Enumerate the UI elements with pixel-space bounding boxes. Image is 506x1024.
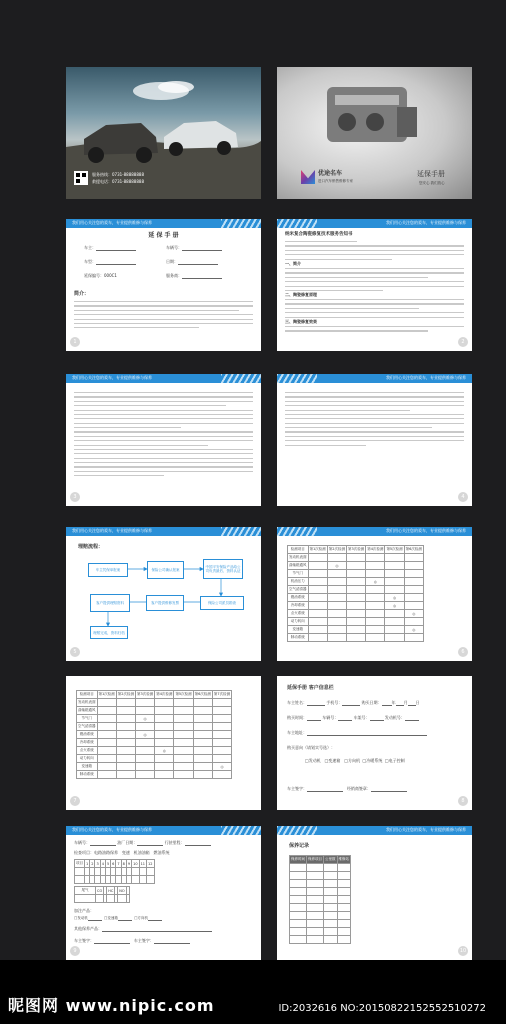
- checkbox-ac[interactable]: □冷暖系统: [362, 758, 383, 763]
- field-owner: 车主：: [84, 245, 136, 251]
- service-grid: [74, 859, 155, 884]
- header-band: 我们用心关注您的爱车，专业提供维修与保养: [277, 219, 472, 228]
- field-plate: 车辆号：: [166, 245, 222, 251]
- phone-line-1: 服务热线：0731-88888888: [92, 172, 144, 177]
- table-row: 节气门: [288, 570, 424, 578]
- table-row: 燃油系统 ◎: [288, 594, 424, 602]
- page-title: 保养记录: [289, 843, 310, 849]
- page-9-service-form: [66, 826, 261, 960]
- page-1: [66, 219, 261, 351]
- header-band: 我们用心关注您的爱车，专业提供维修与保养: [66, 219, 261, 228]
- flow-step-8: 理赔完成，资料归档: [90, 626, 128, 639]
- page-number: 1: [70, 337, 80, 347]
- page-title: 延 保 手 册: [148, 232, 179, 239]
- grid-row: [75, 868, 155, 876]
- table-header-row: 检测项目 第1次检测 第2次检测 第3次检测 第4次检测 第5次检测 第6次检测 第7次检测: [77, 691, 232, 699]
- table-row: 变速箱 ◎: [77, 763, 232, 771]
- table-row: 空气滤清器: [77, 723, 232, 731]
- page-title: 延保手册 客户信息栏: [287, 685, 334, 691]
- table-row: [290, 864, 351, 872]
- page-3: [66, 374, 261, 506]
- maintenance-table: [289, 855, 351, 944]
- page-number: 2: [458, 337, 468, 347]
- table-row: 发动机表面: [77, 699, 232, 707]
- header-band: 我们用心关注您的爱车，专业提供维修与保养: [277, 374, 472, 383]
- emission-row: 尾气 CO HC NO: [75, 887, 130, 895]
- form-row-1: 车辆号： 油厂日期： 行驶里程：: [74, 840, 211, 846]
- table-row: 点火系统 ◎: [77, 747, 232, 755]
- section-head-1: 一、简介: [285, 261, 301, 266]
- page-number: 9: [70, 946, 80, 956]
- header-band: 我们用心关注您的爱车，专业提供维修与保养: [66, 826, 261, 835]
- page-number: 8: [458, 796, 468, 806]
- checkbox-electronic[interactable]: □电子控制: [384, 758, 405, 763]
- table-row: 动力转向: [288, 618, 424, 626]
- section-head-2: 二、陶瓷修复原理: [285, 292, 317, 297]
- flow-step-3: 中国平安保险产品给公司负责最后、资料认证: [203, 559, 243, 579]
- table-row: 空气滤清器: [288, 586, 424, 594]
- table-row: [290, 936, 351, 944]
- table-row: [290, 880, 351, 888]
- page-number: 10: [459, 948, 467, 954]
- added-products-options: [74, 916, 162, 921]
- field-other-products: 其他保养产品：: [74, 926, 212, 932]
- table-row: 变速箱 ◎: [288, 626, 424, 634]
- page-number: 6: [458, 647, 468, 657]
- table-row: 曲轴箱通风: [77, 707, 232, 715]
- table-row: [290, 888, 351, 896]
- book-sub: 您安心 我们放心: [419, 181, 445, 185]
- page-number: 3: [70, 492, 80, 502]
- checkbox-gearbox[interactable]: □变速箱: [324, 758, 341, 763]
- page-10-maintenance-record: [277, 826, 472, 960]
- table-header-row: 检测项目 第1次检测 第2次检测 第3次检测 第4次检测 第5次检测 第6次检测: [288, 546, 424, 554]
- flow-step-5: 客户提供维修发票: [146, 595, 184, 611]
- page-number: 5: [70, 647, 80, 657]
- table-row: [290, 920, 351, 928]
- table-row: 发动机表面: [288, 554, 424, 562]
- table-row: 点火系统 ◎: [288, 610, 424, 618]
- table-row: 制动系统: [288, 634, 424, 642]
- table-row: [290, 928, 351, 936]
- table-row: 燃油系统 ◎: [77, 731, 232, 739]
- intro-title: 简介：: [74, 291, 90, 297]
- checkbox-engine[interactable]: □发动机: [305, 758, 321, 763]
- field-date: 日期：: [166, 259, 218, 265]
- emission-grid: [74, 886, 130, 903]
- page-8-customer-info: [277, 676, 472, 810]
- page-title: 纳米复合陶瓷修复技术服务告知书: [285, 232, 353, 237]
- checkbox-opt-3[interactable]: □方向机: [134, 916, 148, 920]
- flow-step-4: 保险公司派员勘查: [200, 596, 244, 610]
- notice-text-4: [285, 326, 464, 335]
- header-band: 我们用心关注您的爱车，专业提供维修与保养: [66, 374, 261, 383]
- intro-text: [74, 301, 253, 332]
- form-row-2: 检查项目：电路油路保养 变速 机油油箱 燃油系统: [74, 850, 170, 855]
- watermark-id: ID:2032616 NO:20150822152552510272: [278, 1003, 486, 1014]
- terms-text: [74, 392, 253, 480]
- table-row: 曲轴箱通风 ◎: [288, 562, 424, 570]
- field-signatures: 车主签字： 经销商签章：: [287, 786, 407, 792]
- intent-options: [305, 758, 405, 764]
- page-title: 理赔流程：: [78, 544, 104, 550]
- notice-text-2: [285, 268, 464, 294]
- checkbox-opt-2[interactable]: □变速箱: [104, 916, 118, 920]
- table-row: 制动系统: [77, 771, 232, 779]
- table-row: [290, 872, 351, 880]
- section-head-3: 三、陶瓷修复效果: [285, 319, 317, 324]
- brand-sub: 进口汽车销售维修专家: [318, 179, 353, 183]
- terms-text: [285, 392, 464, 449]
- flow-step-7: 客户提供理赔资料: [90, 594, 130, 612]
- field-address: 车主地址：: [287, 730, 427, 736]
- header-band: 我们用心关注您的爱车，专业提供维修与保养: [66, 527, 261, 536]
- notice-text-3: [285, 299, 464, 321]
- phone-line-2: 救援电话：0731-88888888: [92, 179, 144, 184]
- field-provider: 服务商：: [166, 273, 222, 279]
- table-row: 节气门 ◎: [77, 715, 232, 723]
- field-owner-name: 车主姓名： 手机号： 购买日期： 年 月 日: [287, 700, 420, 705]
- page-6-inspection-table: [277, 527, 472, 661]
- field-purchase: 购买时间： 车辆号： 车架号： 发动机号：: [287, 715, 419, 721]
- header-band: 我们用心关注您的爱车，专业提供维修与保养: [277, 527, 472, 536]
- book-title: 延保手册: [417, 170, 445, 178]
- inspection-table: [287, 545, 424, 642]
- watermark-site: 昵图网 www.nipic.com: [8, 996, 215, 1015]
- field-warranty-no: 延保编号：000C1: [84, 273, 117, 278]
- table-row: 冷却系统: [77, 739, 232, 747]
- notice-text-1: [285, 241, 464, 263]
- page-2: [277, 219, 472, 351]
- flow-step-1: 车主凭保单报案: [88, 563, 128, 577]
- field-model: 车型：: [84, 259, 136, 265]
- flow-step-2: 保险公司确认报案: [147, 561, 184, 579]
- table-row: [290, 896, 351, 904]
- header-band: 我们用心关注您的爱车，专业提供维修与保养: [277, 826, 472, 835]
- watermark-bar: [0, 960, 506, 1024]
- page-4: [277, 374, 472, 506]
- field-sign: 车主签字： 车主签字：: [74, 938, 190, 944]
- table-row: 冷却系统 ◎: [288, 602, 424, 610]
- checkbox-steering[interactable]: □方向机: [344, 758, 360, 763]
- table-row: [290, 904, 351, 912]
- inspection-table: [76, 690, 232, 779]
- page-7-inspection-table: [66, 676, 261, 810]
- page-number: 4: [458, 492, 468, 502]
- field-added-products: 加注产品：: [74, 908, 94, 913]
- brand-name: 优途名车: [318, 170, 343, 177]
- table-row: 机油压力 ◎: [288, 578, 424, 586]
- page-5-claim-process: [66, 527, 261, 661]
- table-header-row: 保养时间 保养项目 公里数 维修站: [290, 856, 351, 864]
- table-row: 动力转向: [77, 755, 232, 763]
- emission-row: [75, 895, 130, 903]
- cover-engine-page: [277, 67, 472, 199]
- checkbox-opt-1[interactable]: □发动机: [74, 916, 88, 920]
- page-number: 7: [70, 796, 80, 806]
- field-intent: 购买意向（请划实号选）：: [287, 745, 335, 750]
- grid-row: [75, 876, 155, 884]
- grid-header-row: 项目 1 2 3 4 5 6 7 8 9 10 11 12: [76, 861, 153, 866]
- cover-photo-page: [66, 67, 261, 199]
- table-row: [290, 912, 351, 920]
